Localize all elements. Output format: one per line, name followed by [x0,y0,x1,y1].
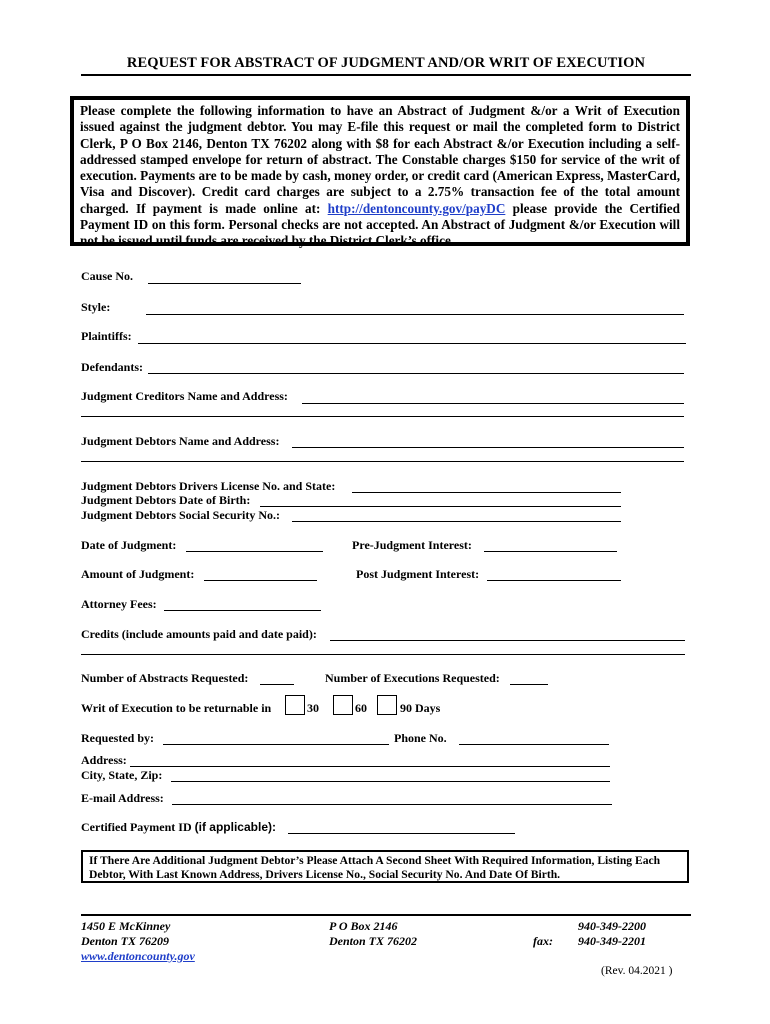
debtors-field-line2[interactable] [81,461,684,462]
city-label: City, State, Zip: [81,768,163,782]
post-interest-label: Post Judgment Interest: [356,567,480,581]
credits-field-line2[interactable] [81,654,685,655]
city-field[interactable] [171,781,610,782]
footer-website-link[interactable]: www.dentoncounty.gov [81,949,195,963]
pay-online-link[interactable]: http://dentoncounty.gov/payDC [327,200,506,216]
footer-phone: 940-349-2200 [578,919,646,933]
footer-left [81,919,195,964]
plaintiffs-label: Plaintiffs: [81,329,132,343]
debtors-label: Judgment Debtors Name and Address: [81,434,280,448]
footer-center [329,919,417,949]
date-judgment-field[interactable] [186,551,323,552]
pre-interest-label: Pre-Judgment Interest: [352,538,472,552]
requested-by-field[interactable] [163,744,389,745]
num-executions-field[interactable] [510,684,548,685]
style-label: Style: [81,300,111,314]
revision-label: (Rev. 04.2021 ) [601,965,673,977]
email-label: E-mail Address: [81,791,164,805]
instructions-text: Please complete the following information to have an Abstract of Judgment &/or a Writ of Execution issued against the judgment debtor. You may E-file this request or mail the completed form to District Clerk, P O Box 2146, Denton TX 76202 along with $8 for each Abstract &/or Execution including a self- addressed stamped envelope for return of abstract. The Constable charges $150 for service of the writ of execution. Payments are to be made by cash, money order, or credit card (American Express, MasterCard, Visa and Discover). Credit card charges are subject to a 2.75% transaction fee of the total amount charged. If payment is made online at: [80,103,680,216]
footer-street: 1450 E McKinney [81,919,171,933]
ssn-label: Judgment Debtors Social Security No.: [81,508,280,522]
returnable-30-label: 30 [307,701,319,715]
defendants-field[interactable] [148,373,684,374]
returnable-90-label: 90 Days [400,701,441,715]
page-title: REQUEST FOR ABSTRACT OF JUDGMENT AND/OR WRIT OF EXECUTION [81,55,691,76]
footer-divider [81,914,691,916]
num-executions-label: Number of Executions Requested: [325,671,500,685]
payment-id-label-text: Certified Payment ID [81,820,192,834]
attorney-fees-field[interactable] [164,610,321,611]
footer-fax: 940-349-2201 [578,934,646,948]
date-judgment-label: Date of Judgment: [81,538,177,552]
amount-judgment-field[interactable] [204,580,317,581]
pre-interest-field[interactable] [484,551,617,552]
returnable-60-checkbox[interactable] [333,695,353,715]
fax-label: fax: [533,934,553,948]
ssn-field[interactable] [292,521,621,522]
creditors-field[interactable] [302,403,684,404]
style-field[interactable] [146,314,684,315]
defendants-label: Defendants: [81,360,143,374]
plaintiffs-field[interactable] [138,343,686,344]
returnable-60-label: 60 [355,701,367,715]
additional-debtors-note: If There Are Additional Judgment Debtor’s Please Attach A Second Sheet With Required Information, Listing Each Debtor, With Last Known Address, Drivers License No., Social Security No. And Date Of Birth. [81,850,689,883]
returnable-30-checkbox[interactable] [285,695,305,715]
footer-city: Denton TX 76209 [81,934,170,948]
debtors-field[interactable] [292,447,684,448]
dl-label: Judgment Debtors Drivers License No. and State: [81,479,336,493]
post-interest-field[interactable] [487,580,621,581]
email-field[interactable] [172,804,612,805]
footer-po-city: Denton TX 76202 [329,934,418,948]
instructions-box [70,96,690,249]
creditors-field-line2[interactable] [81,416,684,417]
creditors-label: Judgment Creditors Name and Address: [81,389,288,403]
returnable-90-checkbox[interactable] [377,695,397,715]
num-abstracts-label: Number of Abstracts Requested: [81,671,249,685]
payment-id-field[interactable] [288,833,515,834]
attorney-fees-label: Attorney Fees: [81,597,157,611]
dl-field[interactable] [352,492,621,493]
writ-returnable-label: Writ of Execution to be returnable in [81,701,272,715]
address-label: Address: [81,753,127,767]
footer-po-box: P O Box 2146 [329,919,398,933]
credits-label: Credits (include amounts paid and date paid): [81,627,317,641]
requested-by-label: Requested by: [81,731,155,745]
dob-label: Judgment Debtors Date of Birth: [81,493,251,507]
num-abstracts-field[interactable] [260,684,294,685]
credits-field[interactable] [330,640,685,641]
cause-no-field[interactable] [148,283,301,284]
phone-field[interactable] [459,744,609,745]
payment-id-label [81,820,276,835]
footer-right [578,919,646,949]
instructions-text-continued: please provide the Certified Payment ID on this form. Personal checks are not accepted. An Abstract of Judgment &/or Execution will not be issued until funds are received by the District Clerk’s office. [80,200,680,249]
dob-field[interactable] [260,506,621,507]
cause-no-label: Cause No. [81,269,134,283]
payment-id-note: (if applicable): [194,820,276,834]
amount-judgment-label: Amount of Judgment: [81,567,195,581]
phone-label: Phone No. [394,731,447,745]
address-field[interactable] [130,766,610,767]
